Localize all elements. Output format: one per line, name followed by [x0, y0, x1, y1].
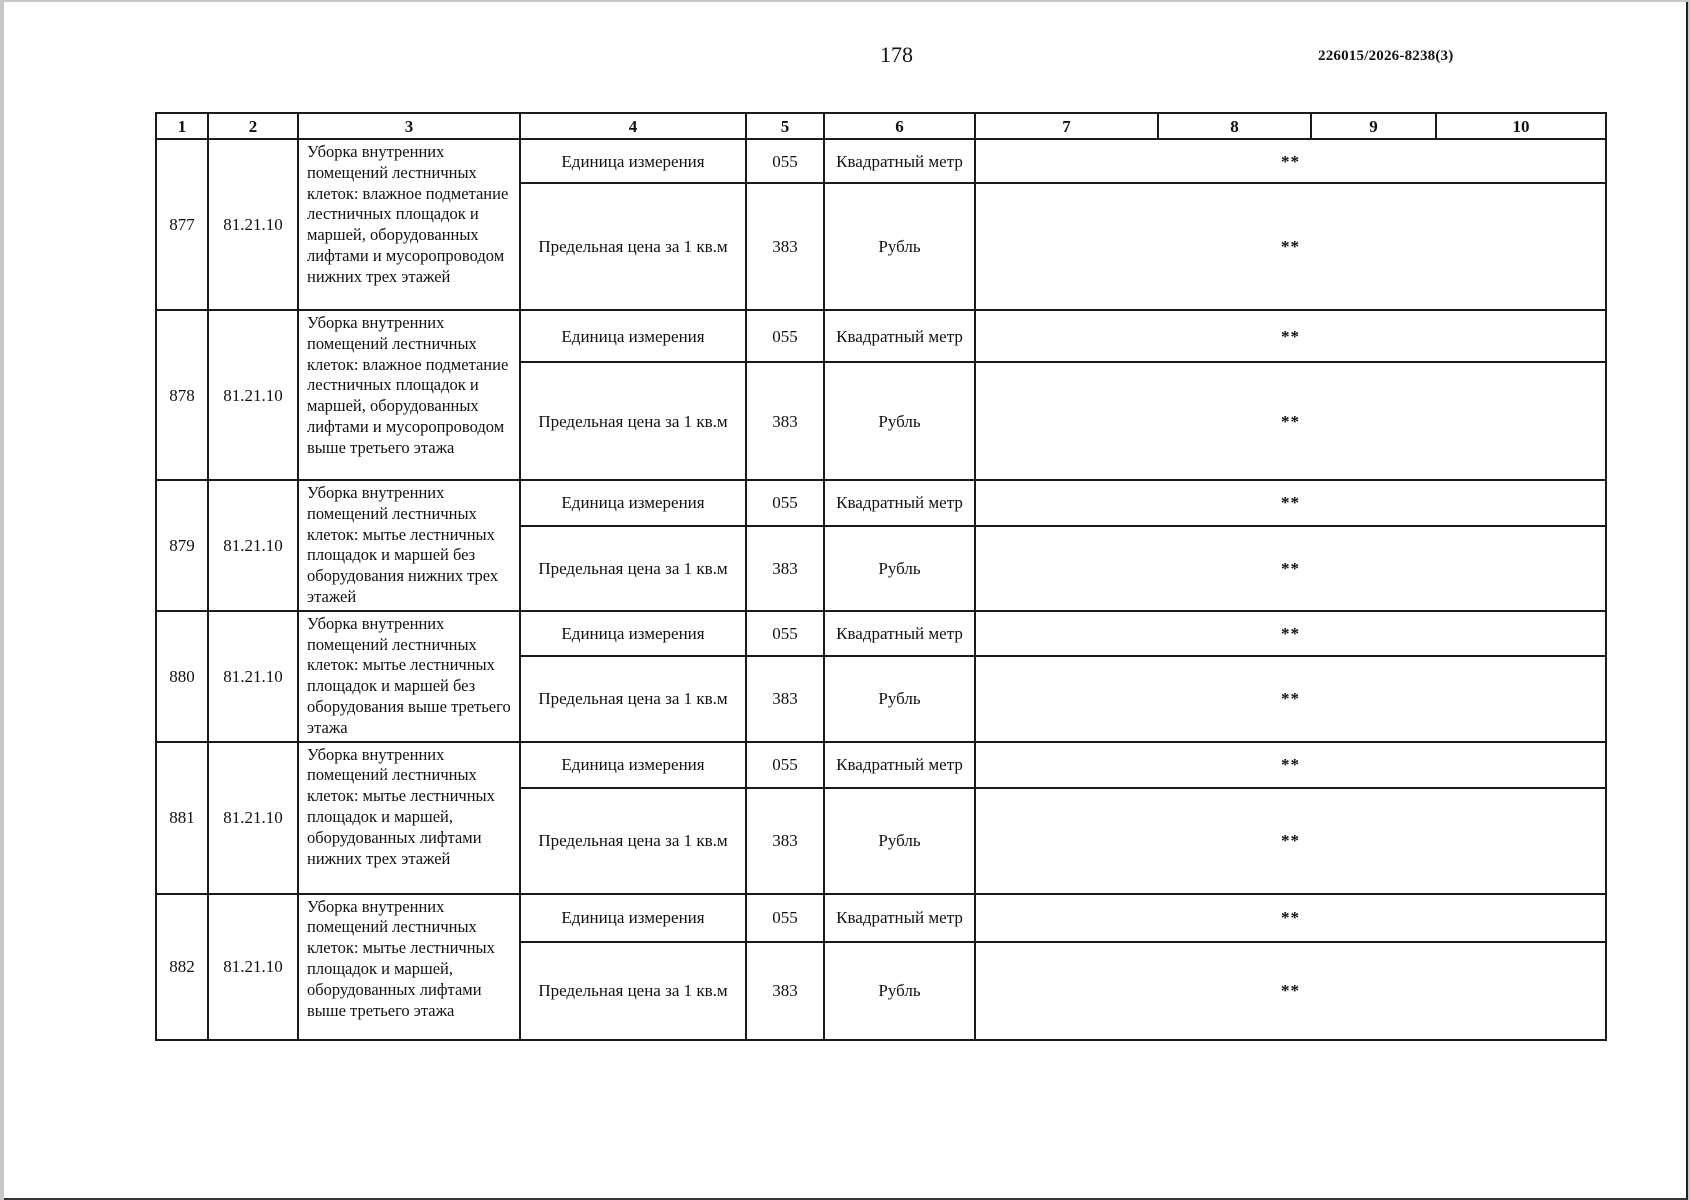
column-header: 5 [746, 113, 824, 139]
okpd-code: 81.21.10 [208, 742, 298, 894]
characteristic-name: Единица измерения [520, 139, 746, 183]
page-number: 178 [880, 42, 913, 67]
row-number: 881 [156, 742, 208, 894]
service-description: Уборка внутренних помещений лестничных клеток: мытье лестничных площадок и маршей, оборудованных лифтами нижних трех этажей [298, 742, 520, 894]
characteristic-name: Предельная цена за 1 кв.м [520, 788, 746, 894]
column-header: 2 [208, 113, 298, 139]
unit-name: Рубль [824, 183, 975, 310]
unit-name: Квадратный метр [824, 611, 975, 656]
characteristic-name: Единица измерения [520, 310, 746, 362]
unit-name: Рубль [824, 526, 975, 611]
value-cell: ** [975, 656, 1606, 742]
characteristic-name: Единица измерения [520, 611, 746, 656]
characteristic-name: Предельная цена за 1 кв.м [520, 362, 746, 480]
table-row [156, 310, 1606, 362]
column-header: 10 [1436, 113, 1606, 139]
value-cell: ** [975, 526, 1606, 611]
characteristic-name: Предельная цена за 1 кв.м [520, 942, 746, 1040]
okei-code: 383 [746, 942, 824, 1040]
row-number: 877 [156, 139, 208, 310]
okei-code: 383 [746, 788, 824, 894]
unit-name: Квадратный метр [824, 310, 975, 362]
okei-code: 055 [746, 480, 824, 526]
okpd-code: 81.21.10 [208, 894, 298, 1040]
okei-code: 383 [746, 526, 824, 611]
row-number: 879 [156, 480, 208, 611]
okei-code: 055 [746, 894, 824, 942]
column-header: 4 [520, 113, 746, 139]
column-header: 8 [1158, 113, 1311, 139]
table-row [156, 611, 1606, 656]
service-description: Уборка внутренних помещений лестничных клеток: влажное подметание лестничных площадок и маршей, оборудованных лифтами и мусоропроводом нижних трех этажей [298, 139, 520, 310]
value-cell: ** [975, 788, 1606, 894]
service-description: Уборка внутренних помещений лестничных клеток: влажное подметание лестничных площадок и маршей, оборудованных лифтами и мусоропроводом выше третьего этажа [298, 310, 520, 480]
okpd-code: 81.21.10 [208, 611, 298, 742]
unit-name: Рубль [824, 942, 975, 1040]
okei-code: 383 [746, 656, 824, 742]
row-number: 880 [156, 611, 208, 742]
service-description: Уборка внутренних помещений лестничных клеток: мытье лестничных площадок и маршей без оборудования выше третьего этажа [298, 611, 520, 742]
column-header: 1 [156, 113, 208, 139]
unit-name: Рубль [824, 362, 975, 480]
value-cell: ** [975, 942, 1606, 1040]
unit-name: Квадратный метр [824, 480, 975, 526]
okei-code: 383 [746, 183, 824, 310]
okpd-code: 81.21.10 [208, 139, 298, 310]
okei-code: 055 [746, 742, 824, 788]
row-number: 882 [156, 894, 208, 1040]
characteristic-name: Предельная цена за 1 кв.м [520, 526, 746, 611]
characteristic-name: Единица измерения [520, 742, 746, 788]
column-header: 7 [975, 113, 1158, 139]
characteristic-name: Единица измерения [520, 480, 746, 526]
characteristic-name: Единица измерения [520, 894, 746, 942]
value-cell: ** [975, 183, 1606, 310]
value-cell: ** [975, 894, 1606, 942]
service-description: Уборка внутренних помещений лестничных клеток: мытье лестничных площадок и маршей без оборудования нижних трех этажей [298, 480, 520, 611]
value-cell: ** [975, 139, 1606, 183]
unit-name: Квадратный метр [824, 894, 975, 942]
service-description: Уборка внутренних помещений лестничных клеток: мытье лестничных площадок и маршей, оборудованных лифтами выше третьего этажа [298, 894, 520, 1040]
okei-code: 055 [746, 139, 824, 183]
unit-name: Рубль [824, 656, 975, 742]
value-cell: ** [975, 742, 1606, 788]
table-row [156, 742, 1606, 788]
table-row [156, 480, 1606, 526]
row-number: 878 [156, 310, 208, 480]
document-id: 226015/2026-8238(3) [1318, 48, 1454, 64]
price-table [155, 112, 1607, 1041]
okpd-code: 81.21.10 [208, 310, 298, 480]
characteristic-name: Предельная цена за 1 кв.м [520, 656, 746, 742]
unit-name: Квадратный метр [824, 742, 975, 788]
value-cell: ** [975, 310, 1606, 362]
table-header-row [156, 113, 1606, 139]
okei-code: 055 [746, 611, 824, 656]
characteristic-name: Предельная цена за 1 кв.м [520, 183, 746, 310]
value-cell: ** [975, 480, 1606, 526]
table-row [156, 894, 1606, 942]
okei-code: 055 [746, 310, 824, 362]
unit-name: Рубль [824, 788, 975, 894]
okpd-code: 81.21.10 [208, 480, 298, 611]
unit-name: Квадратный метр [824, 139, 975, 183]
table-row [156, 139, 1606, 183]
column-header: 3 [298, 113, 520, 139]
value-cell: ** [975, 362, 1606, 480]
column-header: 6 [824, 113, 975, 139]
column-header: 9 [1311, 113, 1436, 139]
value-cell: ** [975, 611, 1606, 656]
okei-code: 383 [746, 362, 824, 480]
